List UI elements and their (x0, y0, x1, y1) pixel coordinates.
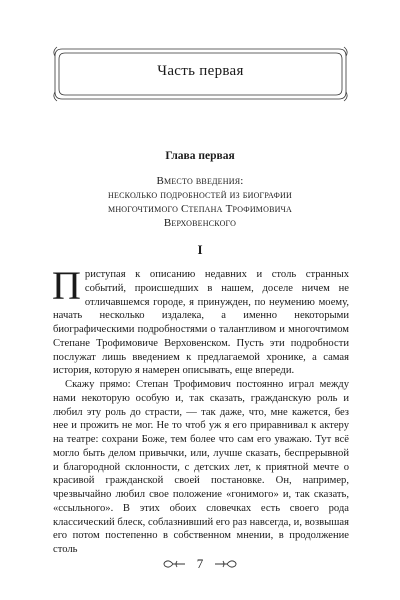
subtitle-line: несколько подробностей из биографии (108, 189, 292, 201)
chapter-subtitle (60, 174, 340, 230)
body-text (52, 263, 349, 557)
paragraph-text: риступая к описанию недавних и столь странных событий, происшедших в нашем, доселе ничем не отличавшемся городе, я принужден, по неумению моему, начать несколько издалека, а именно некоторыми биографическими подробностями о талантливом и многочтимом Степане Трофимовиче Верховенском. Пусть эти подробности послужат лишь введением к предлагаемой хронике, а самая история, которую я намерен описывать, еще впереди. (53, 269, 349, 377)
subtitle-line: многочтимого Степана Трофимовича (108, 203, 292, 215)
paragraph (52, 263, 349, 378)
part-title: Часть первая (157, 63, 244, 79)
right-ornament-icon (213, 558, 237, 570)
section-number: I (197, 242, 203, 257)
part-title-frame (52, 46, 349, 102)
page-footer (0, 556, 400, 572)
drop-cap: П (52, 263, 81, 308)
subtitle-line: Вместо введения: (156, 175, 244, 187)
subtitle-line: Верховенского (163, 217, 237, 229)
paragraph: Скажу прямо: Степан Трофимович постоянно играл между нами некоторую особую и, так сказать, гражданскую роль и любил эту роль до страсти, — так даже, что, мне кажется, без нее и прожить не мог. Не то чтоб уж я его приравнивал к актеру на театре: сохрани Боже, тем более что сам его уважаю. Тут всё могло быть делом привычки, или, лучше сказать, беспрерывной и благородной склонности, с детских лет, к приятной мечте о красивой гражданской своей постановке. Он, например, чрезвычайно любил свое положение «гонимого» и, так сказать, «ссыльного». В этих обоих словечках есть своего рода классический блеск, соблазнивший его раз навсегда, и, возвышая его потом постепенно в собственном мнении, в продолжение столь (53, 379, 349, 555)
left-ornament-icon (163, 558, 187, 570)
chapter-title: Глава первая (165, 150, 235, 162)
page-number: 7 (196, 556, 204, 571)
